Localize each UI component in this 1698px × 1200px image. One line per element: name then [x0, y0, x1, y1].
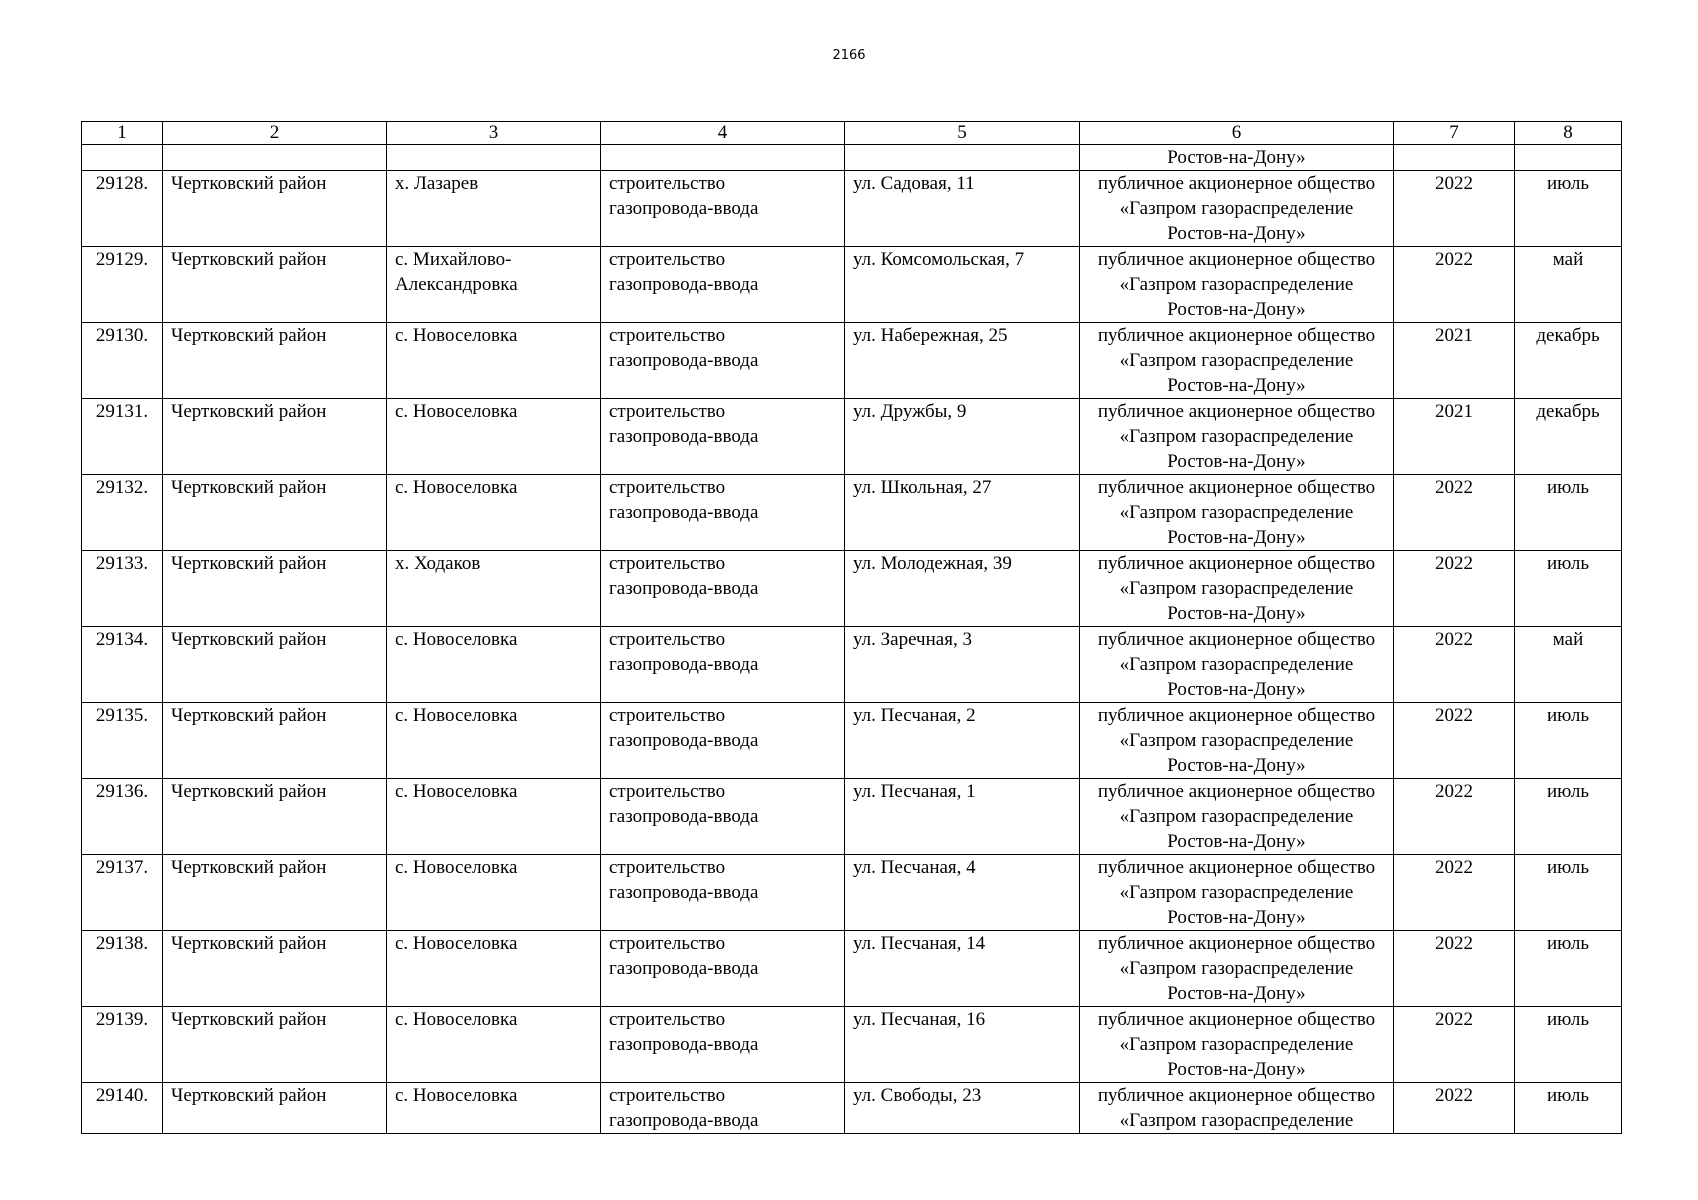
locality-cell: с. Новоселовка [387, 627, 601, 703]
table-row [82, 627, 1622, 703]
table-row [82, 1083, 1622, 1134]
column-header-3: 3 [387, 122, 601, 145]
work-type-cell: строительство газопровода-ввода [601, 1083, 845, 1134]
locality-cell: с. Новоселовка [387, 399, 601, 475]
district-cell: Чертковский район [163, 475, 387, 551]
row-number-cell: 29132. [82, 475, 163, 551]
cell-empty [1515, 145, 1622, 171]
row-number-cell: 29138. [82, 931, 163, 1007]
work-type-cell: строительство газопровода-ввода [601, 323, 845, 399]
month-cell: июль [1515, 855, 1622, 931]
address-cell: ул. Молодежная, 39 [845, 551, 1080, 627]
row-number-cell: 29136. [82, 779, 163, 855]
address-cell: ул. Заречная, 3 [845, 627, 1080, 703]
work-type-cell: строительство газопровода-ввода [601, 171, 845, 247]
year-cell: 2022 [1394, 1007, 1515, 1083]
district-cell: Чертковский район [163, 855, 387, 931]
work-type-cell: строительство газопровода-ввода [601, 247, 845, 323]
district-cell: Чертковский район [163, 627, 387, 703]
month-cell: июль [1515, 931, 1622, 1007]
column-header-5: 5 [845, 122, 1080, 145]
year-cell: 2022 [1394, 247, 1515, 323]
continuation-org-cell: Ростов-на-Дону» [1080, 145, 1394, 171]
organization-cell: публичное акционерное общество «Газпром газораспределение Ростов-на-Дону» [1080, 1007, 1394, 1083]
cell-empty [1394, 145, 1515, 171]
table-row [82, 247, 1622, 323]
work-type-cell: строительство газопровода-ввода [601, 931, 845, 1007]
organization-cell: публичное акционерное общество «Газпром газораспределение Ростов-на-Дону» [1080, 551, 1394, 627]
organization-cell: публичное акционерное общество «Газпром газораспределение Ростов-на-Дону» [1080, 171, 1394, 247]
year-cell: 2022 [1394, 931, 1515, 1007]
header-row [82, 122, 1622, 145]
locality-cell: с. Новоселовка [387, 703, 601, 779]
address-cell: ул. Песчаная, 1 [845, 779, 1080, 855]
organization-cell: публичное акционерное общество «Газпром газораспределение Ростов-на-Дону» [1080, 247, 1394, 323]
table-row [82, 779, 1622, 855]
locality-cell: с. Новоселовка [387, 855, 601, 931]
locality-cell: с. Новоселовка [387, 323, 601, 399]
year-cell: 2022 [1394, 171, 1515, 247]
work-type-cell: строительство газопровода-ввода [601, 703, 845, 779]
locality-cell: с. Михайлово- Александровка [387, 247, 601, 323]
column-header-6: 6 [1080, 122, 1394, 145]
locality-cell: с. Новоселовка [387, 931, 601, 1007]
cell-empty [387, 145, 601, 171]
district-cell: Чертковский район [163, 1083, 387, 1134]
year-cell: 2022 [1394, 779, 1515, 855]
table-body [82, 145, 1622, 1134]
month-cell: июль [1515, 475, 1622, 551]
year-cell: 2022 [1394, 855, 1515, 931]
address-cell: ул. Набережная, 25 [845, 323, 1080, 399]
organization-cell: публичное акционерное общество «Газпром газораспределение Ростов-на-Дону» [1080, 703, 1394, 779]
month-cell: июль [1515, 551, 1622, 627]
month-cell: июль [1515, 703, 1622, 779]
locality-cell: х. Лазарев [387, 171, 601, 247]
month-cell: июль [1515, 171, 1622, 247]
organization-cell: публичное акционерное общество «Газпром газораспределение Ростов-на-Дону» [1080, 931, 1394, 1007]
work-type-cell: строительство газопровода-ввода [601, 475, 845, 551]
work-type-cell: строительство газопровода-ввода [601, 627, 845, 703]
row-number-cell: 29130. [82, 323, 163, 399]
month-cell: декабрь [1515, 399, 1622, 475]
month-cell: декабрь [1515, 323, 1622, 399]
address-cell: ул. Садовая, 11 [845, 171, 1080, 247]
cell-empty [82, 145, 163, 171]
district-cell: Чертковский район [163, 779, 387, 855]
locality-cell: с. Новоселовка [387, 475, 601, 551]
organization-cell: публичное акционерное общество «Газпром газораспределение Ростов-на-Дону» [1080, 399, 1394, 475]
locality-cell: х. Ходаков [387, 551, 601, 627]
district-cell: Чертковский район [163, 247, 387, 323]
district-cell: Чертковский район [163, 931, 387, 1007]
month-cell: июль [1515, 779, 1622, 855]
work-type-cell: строительство газопровода-ввода [601, 855, 845, 931]
row-number-cell: 29135. [82, 703, 163, 779]
year-cell: 2021 [1394, 323, 1515, 399]
district-cell: Чертковский район [163, 171, 387, 247]
row-number-cell: 29129. [82, 247, 163, 323]
locality-cell: с. Новоселовка [387, 1007, 601, 1083]
work-type-cell: строительство газопровода-ввода [601, 399, 845, 475]
row-number-cell: 29133. [82, 551, 163, 627]
locality-cell: с. Новоселовка [387, 779, 601, 855]
table-row [82, 855, 1622, 931]
month-cell: май [1515, 627, 1622, 703]
row-number-cell: 29131. [82, 399, 163, 475]
address-cell: ул. Песчаная, 2 [845, 703, 1080, 779]
row-number-cell: 29140. [82, 1083, 163, 1134]
row-number-cell: 29134. [82, 627, 163, 703]
district-cell: Чертковский район [163, 551, 387, 627]
cell-empty [163, 145, 387, 171]
work-type-cell: строительство газопровода-ввода [601, 1007, 845, 1083]
column-header-1: 1 [82, 122, 163, 145]
row-number-cell: 29137. [82, 855, 163, 931]
address-cell: ул. Песчаная, 14 [845, 931, 1080, 1007]
month-cell: июль [1515, 1007, 1622, 1083]
column-header-8: 8 [1515, 122, 1622, 145]
table-row [82, 323, 1622, 399]
year-cell: 2022 [1394, 627, 1515, 703]
registry-table [81, 121, 1622, 1134]
organization-cell: публичное акционерное общество «Газпром газораспределение Ростов-на-Дону» [1080, 627, 1394, 703]
column-header-2: 2 [163, 122, 387, 145]
table-row [82, 1007, 1622, 1083]
cell-empty [845, 145, 1080, 171]
district-cell: Чертковский район [163, 323, 387, 399]
organization-cell: публичное акционерное общество «Газпром газораспределение Ростов-на-Дону» [1080, 779, 1394, 855]
district-cell: Чертковский район [163, 1007, 387, 1083]
table-row [82, 551, 1622, 627]
month-cell: июль [1515, 1083, 1622, 1134]
organization-cell: публичное акционерное общество «Газпром газораспределение Ростов-на-Дону» [1080, 323, 1394, 399]
table-row [82, 931, 1622, 1007]
work-type-cell: строительство газопровода-ввода [601, 779, 845, 855]
table-row [82, 171, 1622, 247]
locality-cell: с. Новоселовка [387, 1083, 601, 1134]
year-cell: 2021 [1394, 399, 1515, 475]
row-number-cell: 29139. [82, 1007, 163, 1083]
month-cell: май [1515, 247, 1622, 323]
address-cell: ул. Песчаная, 4 [845, 855, 1080, 931]
column-header-4: 4 [601, 122, 845, 145]
address-cell: ул. Дружбы, 9 [845, 399, 1080, 475]
table-row [82, 703, 1622, 779]
work-type-cell: строительство газопровода-ввода [601, 551, 845, 627]
table-row [82, 475, 1622, 551]
continuation-row [82, 145, 1622, 171]
address-cell: ул. Комсомольская, 7 [845, 247, 1080, 323]
year-cell: 2022 [1394, 551, 1515, 627]
organization-cell: публичное акционерное общество «Газпром газораспределение Ростов-на-Дону» [1080, 855, 1394, 931]
district-cell: Чертковский район [163, 703, 387, 779]
page-number: 2166 [832, 48, 866, 63]
organization-cell: публичное акционерное общество «Газпром газораспределение Ростов-на-Дону» [1080, 475, 1394, 551]
address-cell: ул. Песчаная, 16 [845, 1007, 1080, 1083]
year-cell: 2022 [1394, 475, 1515, 551]
year-cell: 2022 [1394, 1083, 1515, 1134]
column-header-7: 7 [1394, 122, 1515, 145]
cell-empty [601, 145, 845, 171]
district-cell: Чертковский район [163, 399, 387, 475]
address-cell: ул. Свободы, 23 [845, 1083, 1080, 1134]
year-cell: 2022 [1394, 703, 1515, 779]
organization-cell: публичное акционерное общество «Газпром газораспределение [1080, 1083, 1394, 1134]
address-cell: ул. Школьная, 27 [845, 475, 1080, 551]
table-row [82, 399, 1622, 475]
row-number-cell: 29128. [82, 171, 163, 247]
